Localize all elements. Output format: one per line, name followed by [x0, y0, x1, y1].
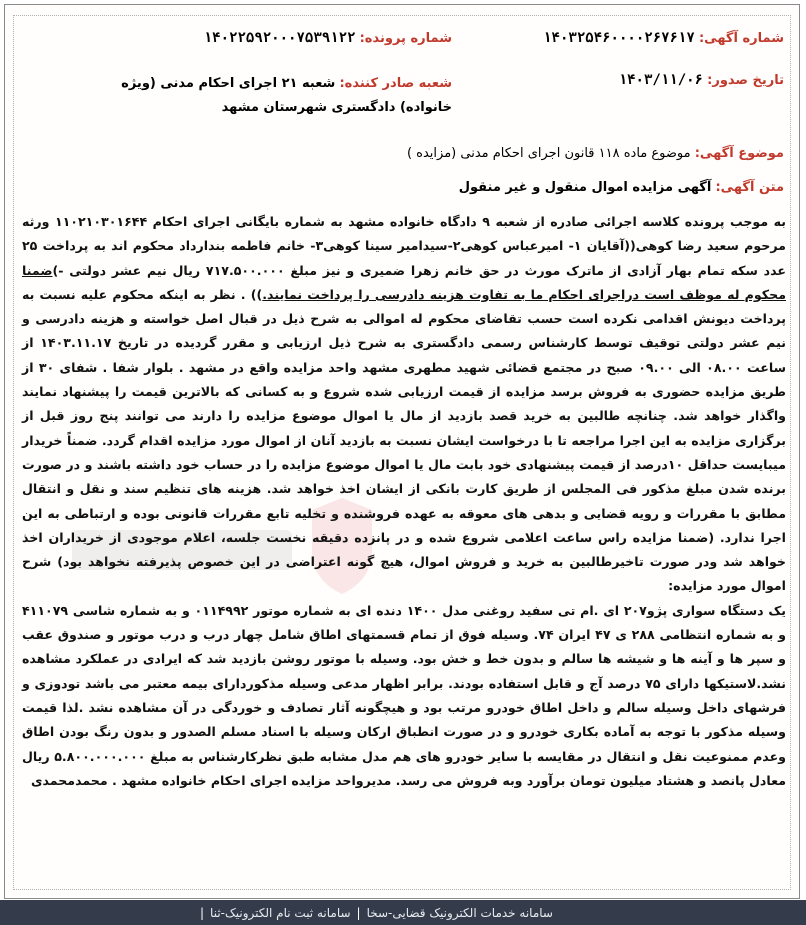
- footer-bar: [0, 900, 806, 925]
- property-description-paragraph: [22, 599, 786, 793]
- notice-text-title-field: [459, 180, 784, 195]
- notice-number-field: [543, 30, 784, 46]
- file-number-label: شماره پرونده:: [359, 31, 452, 46]
- issuing-branch-field: [82, 72, 452, 120]
- notice-body: [22, 210, 786, 793]
- body-part-1: به موجب پرونده کلاسه اجرائی صادره از شعبه ۹ دادگاه خانواده مشهد به شماره بایگانی اجرای احکام ۱۱۰۲۱۰۳۰۱۶۴۴ ورثه مرحوم سعید رضا کوهی((آقایان ۱- امیرعباس کوهی۲-سیدامیر سینا کوهی۳- خانم فاطمه بندارداد محکوم اند به پرداخت ۲۵ عدد سکه تمام بهار آزادی از ماترک مورث در حق خانم زهرا ضمیری و نیز مبلغ ۷۱۷.۵۰۰.۰۰۰ ریال نیم عشر دولتی -): [22, 214, 786, 278]
- issuing-branch-label: شعبه صادر کننده:: [339, 76, 452, 91]
- subject-value: موضوع ماده ۱۱۸ قانون اجرای احکام مدنی (مزایده ): [406, 146, 691, 161]
- body-part-2: )) . نظر به اینکه محکوم علیه نسبت به پرداخت دیونش اقدامی نکرده است حسب تقاضای محکوم له اموالی به شرح ذیل در قبال اصل خواسته و هزینه دادرسی و نیم عشر دولتی توقیف توسط کارشناس رسمی دادگستری به شرح ذیل ارزیابی و مقرر گردیده در تاریخ ۱۴۰۳.۱۱.۱۷ از ساعت ۰۸.۰۰ الی ۰۹.۰۰ صبح در مجتمع قضائی شهید مطهری مشهد واحد مزایده واقع در مشهد . بلوار شفا . شفای ۳۰ از طریق مزایده حضوری به فروش برسد مزایده از قیمت ارزیابی شده شروع و به کسانی که بالاترین قیمت را پیشنهاد نمایند واگذار خواهد شد. چنانچه طالبین به خرید قصد بازدید از مال یا اموال موضوع مزایده را دارند می توانند پنج روز قبل از برگزاری مزایده به این اجرا مراجعه تا با درخواست ایشان نسبت به بازدید آنان از اموال مورد مزایده اقدام گردد. ضمناً خریدار میبایست حداقل ۱۰درصد از قیمت پیشنهادی خود بابت مال یا اموال موضوع مزایده را در حساب خود داشته باشند و در صورت برنده شدن مبلغ مذکور فی المجلس از طریق کارت بانکی از ایشان اخذ خواهد شد. هزینه های تنظیم سند و نقل و انتقال مطابق با مقررات و رویه قضایی و بدهی های معوقه به عهده فروشنده و تخلیه تابع مقررات قانونی بوده و ارتباطی به این اجرا ندارد. (ضمنا مزایده راس ساعت اعلامی شروع شده و در پانزده دقیقه نخست جلسه، اعلام موجودی از خریداران اخذ خواهد شد ودر صورت تاخیرطالبین به خرید و فروش اموال، هیچ گونه اعتراضی در این خصوص پذیرفته نخواهد بود) شرح اموال مورد مزایده:: [22, 286, 787, 594]
- issuing-branch-value: شعبه ۲۱ اجرای احکام مدنی (ویژه خانواده) دادگستری شهرستان مشهد: [121, 76, 452, 115]
- notice-text-label: متن آگهی:: [715, 180, 784, 195]
- notice-number-label: شماره آگهی:: [698, 31, 784, 46]
- file-number-value: ۱۴۰۲۲۵۹۲۰۰۰۷۵۳۹۱۲۲: [203, 30, 356, 46]
- footer-link-sana[interactable]: سامانه ثبت نام الکترونیک-ثنا: [210, 905, 351, 920]
- subject-field: [407, 146, 784, 161]
- file-number-field: [204, 30, 452, 46]
- issue-date-field: [619, 72, 784, 88]
- issue-date-value: ۱۴۰۳/۱۱/۰۶: [618, 72, 703, 88]
- subject-label: موضوع آگهی:: [694, 146, 784, 161]
- issue-date-label: تاریخ صدور:: [707, 73, 784, 88]
- footer-separator: |: [356, 905, 361, 920]
- notice-number-value: ۱۴۰۳۲۵۴۶۰۰۰۰۲۶۷۶۱۷: [543, 30, 695, 46]
- body-underlined-clause: ضمنا محکوم له موظف است دراجرای احکام ما به تفاوت هزینه دادرسی را پرداخت نمایند.: [22, 262, 787, 302]
- body-part-3: یک دستگاه سواری پژو۲۰۷ ای .ام تی سفید روغنی مدل ۱۴۰۰ دنده ای به شماره موتور ۰۱۱۴۹۹۲ و به شماره شاسی ۴۱۱۰۷۹ و به شماره انتظامی ۲۸۸ ی ۴۷ ایران ۷۴. وسیله فوق از تمام قسمتهای اطاق شامل چهار درب و درب موتور و صندوق عقب و سپر ها و آینه ها و شیشه ها سالم و بدون خط و خش بود. وسیله با موتور روشن بازدید شد که ایرادی در عملکرد مشاهده نشد.لاستیکها دارای ۷۵ درصد آج و قابل استفاده بودند. برابر اظهار مدعی وسیله مذکوردارای بیمه معتبر می باشد تودوزی و فرشهای داخل وسیله سالم و داخل اطاق خودرو مرتب بود و هیچگونه آثار تصادف و خوردگی در آن مشاهده نشد .لذا قیمت وسیله مذکور با توجه به آماده بکاری خودرو و در صورت انطباق ارکان وسیله با اسناد مسلم الصدور و بدون رنگ بودن اطاق وعدم ممنوعیت نقل و انتقال در مقایسه با سایر خودرو های هم مدل مشابه طبق نظرکارشناس به مبلغ ۵.۸۰۰.۰۰۰.۰۰۰ ریال معادل پانصد و هشتاد میلیون تومان برآورد وبه فروش می رسد. مدیرواحد مزایده اجرای احکام خانواده مشهد . محمدمحمدی: [22, 602, 786, 788]
- notice-body-paragraph: [22, 210, 786, 599]
- notice-text-title: آگهی مزایده اموال منقول و غیر منقول: [458, 180, 712, 195]
- footer-separator-end: |: [200, 905, 205, 920]
- footer-link-sakha[interactable]: سامانه خدمات الکترونیک قضایی-سخا: [366, 905, 553, 920]
